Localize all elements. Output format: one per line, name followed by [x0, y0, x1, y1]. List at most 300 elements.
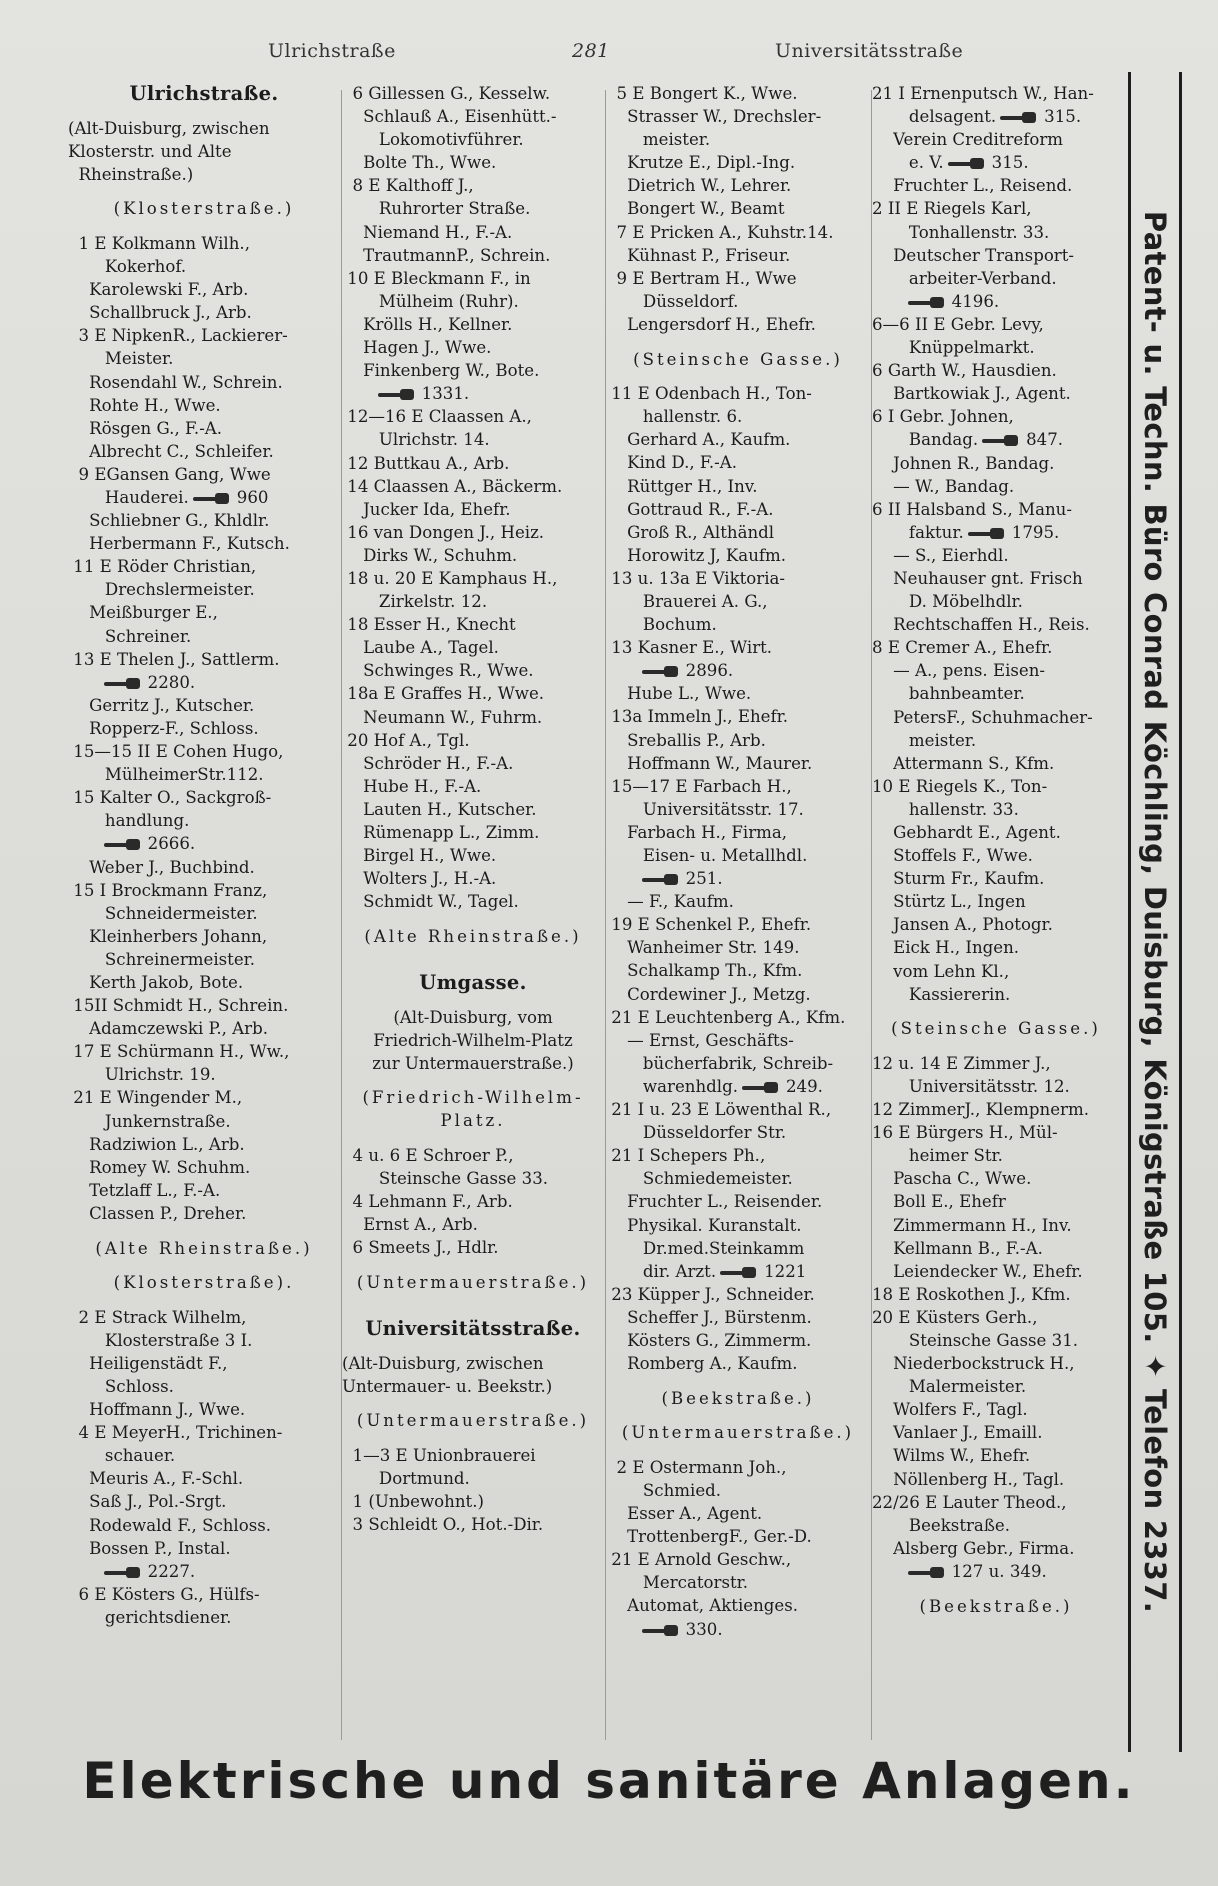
- directory-entry: [342, 382, 604, 405]
- directory-entry: [68, 1040, 340, 1063]
- entry-text: 12 ZimmerJ., Klempnerm.: [872, 1100, 1089, 1120]
- directory-entry: [872, 659, 1120, 682]
- directory-entry: [342, 844, 604, 867]
- entry-text: Bandag.: [872, 430, 979, 450]
- directory-entry: [342, 1352, 604, 1375]
- entry-text: meister.: [606, 130, 711, 150]
- entry-text: Lengersdorf H., Ehefr.: [606, 314, 816, 334]
- entry-text: [872, 1562, 904, 1581]
- directory-entry: [872, 151, 1120, 174]
- entry-text: [68, 673, 100, 692]
- directory-entry: [342, 405, 604, 428]
- directory-entry: [68, 717, 340, 740]
- directory-entry: [606, 313, 870, 336]
- directory-entry: [606, 1214, 870, 1237]
- directory-entry: [68, 925, 340, 948]
- entry-text: 12 Buttkau A., Arb.: [342, 453, 510, 473]
- telephone-icon: [193, 493, 233, 504]
- entry-text: Leiendecker W., Ehefr.: [872, 1261, 1083, 1281]
- directory-entry: [872, 521, 1120, 544]
- entry-text: TrautmannP., Schrein.: [342, 245, 551, 265]
- entry-text: Wanheimer Str. 149.: [606, 938, 800, 958]
- directory-entry: [872, 197, 1120, 220]
- entry-text: Kind D., F.-A.: [606, 453, 737, 473]
- entry-text: 1 E Kolkmann Wilh.,: [68, 233, 250, 253]
- directory-entry: [68, 694, 340, 717]
- entry-text: [872, 292, 904, 311]
- directory-entry: [342, 1190, 604, 1213]
- directory-entry: [68, 1490, 340, 1513]
- entry-text: Ulrichstr. 14.: [342, 430, 490, 450]
- directory-entry: [342, 498, 604, 521]
- entry-text: Sreballis P., Arb.: [606, 730, 766, 750]
- entry-text: Bossen P., Instal.: [68, 1538, 231, 1558]
- directory-entry: [342, 428, 604, 451]
- entry-text: Horowitz J, Kaufm.: [606, 545, 787, 565]
- directory-entry: [872, 428, 1120, 451]
- directory-entry: [68, 140, 340, 163]
- directory-entry: [342, 128, 604, 151]
- directory-entry: [872, 775, 1120, 798]
- street-heading: [68, 82, 340, 105]
- directory-entry: [872, 1375, 1120, 1398]
- directory-entry: [68, 105, 340, 117]
- directory-entry: [606, 1306, 870, 1329]
- directory-entry: [872, 313, 1120, 336]
- entry-text: 20 E Küsters Gerh.,: [872, 1307, 1038, 1327]
- directory-entry: [872, 105, 1120, 128]
- directory-entry: [606, 936, 870, 959]
- entry-text: (Untermauerstraße.): [621, 1423, 855, 1443]
- cross-street-marker: [68, 197, 340, 220]
- entry-text: Farbach H., Firma,: [606, 822, 788, 842]
- directory-entry: [606, 636, 870, 659]
- entry-text: Romey W. Schuhm.: [68, 1157, 251, 1177]
- cross-street-marker: [68, 1271, 340, 1294]
- entry-text: Lauten H., Kutscher.: [342, 799, 537, 819]
- directory-entry: [872, 1040, 1120, 1052]
- directory-entry: [342, 659, 604, 682]
- entry-text: Dortmund.: [342, 1469, 470, 1489]
- directory-entry: [606, 521, 870, 544]
- directory-entry: [68, 232, 340, 255]
- directory-entry: [872, 405, 1120, 428]
- directory-entry: [872, 1075, 1120, 1098]
- entry-text: 6 Gillessen G., Kesselw.: [342, 84, 551, 103]
- entry-text: Rheinstraße.): [68, 164, 194, 184]
- entry-text: (Alte Rheinstraße.): [95, 1238, 313, 1258]
- entry-text: 21 I Ernenputsch W., Han-: [872, 84, 1094, 103]
- directory-entry: [606, 105, 870, 128]
- directory-entry: [606, 613, 870, 636]
- entry-text: Kösters G., Zimmerm.: [606, 1330, 812, 1350]
- entry-text: Fruchter L., Reisend.: [872, 176, 1073, 196]
- entry-text: Boll E., Ehefr: [872, 1192, 1006, 1212]
- directory-entry: [606, 128, 870, 151]
- entry-text: Alsberg Gebr., Firma.: [872, 1538, 1075, 1558]
- entry-text: 15—15 II E Cohen Hugo,: [68, 742, 284, 762]
- directory-entry: [342, 1444, 604, 1467]
- entry-text: 4 u. 6 E Schroer P.,: [342, 1146, 514, 1166]
- directory-entry: [68, 371, 340, 394]
- entry-text: Düsseldorfer Str.: [606, 1123, 787, 1143]
- entry-text: Universitätsstr. 17.: [606, 799, 804, 819]
- directory-entry: [342, 359, 604, 382]
- directory-entry: [68, 440, 340, 463]
- directory-entry: [342, 1236, 604, 1259]
- cross-street-marker: [68, 1237, 340, 1260]
- directory-entry: [606, 1352, 870, 1375]
- directory-entry: [606, 1444, 870, 1456]
- directory-entry: [68, 1583, 340, 1606]
- entry-text: Universitätsstr. 12.: [872, 1076, 1070, 1096]
- sidebar-ad-text: Patent- u. Techn. Büro Conrad Köchling, Duisburg, Königstraße 105. ✦ Telefon 2337.: [1138, 210, 1172, 1614]
- entry-text: Zimmermann H., Inv.: [872, 1215, 1072, 1235]
- directory-entry: [872, 1237, 1120, 1260]
- directory-entry: [606, 1525, 870, 1548]
- entry-text: Bochum.: [606, 615, 717, 635]
- entry-text: Jucker Ida, Ehefr.: [342, 499, 511, 519]
- telephone-number: 1795.: [1011, 522, 1060, 542]
- entry-text: Strasser W., Drechsler-: [606, 107, 822, 127]
- entry-text: Nöllenberg H., Tagl.: [872, 1469, 1065, 1489]
- entry-text: (Alte Rheinstraße.): [364, 926, 582, 946]
- column-3: [606, 82, 870, 1641]
- entry-text: — Ernst, Geschäfts-: [606, 1030, 794, 1050]
- directory-entry: [606, 890, 870, 913]
- directory-entry: [342, 567, 604, 590]
- entry-text: Rosendahl W., Schrein.: [68, 372, 283, 392]
- entry-text: MülheimerStr.112.: [68, 765, 264, 785]
- directory-entry: [872, 682, 1120, 705]
- entry-text: 4 E MeyerH., Trichinen-: [68, 1423, 283, 1443]
- directory-entry: [606, 267, 870, 290]
- directory-entry: [872, 1468, 1120, 1491]
- directory-entry: [872, 1583, 1120, 1595]
- directory-entry: [872, 752, 1120, 775]
- entry-text: Mülheim (Ruhr).: [342, 291, 519, 311]
- directory-entry: [342, 452, 604, 475]
- directory-entry: [872, 267, 1120, 290]
- directory-entry: [606, 544, 870, 567]
- entry-text: Eick H., Ingen.: [872, 938, 1020, 958]
- directory-entry: [606, 1190, 870, 1213]
- directory-entry: [872, 221, 1120, 244]
- entry-text: 22/26 E Lauter Theod.,: [872, 1492, 1067, 1512]
- entry-text: warenhdlg.: [606, 1076, 738, 1096]
- entry-text: Friedrich-Wilhelm-Platz: [373, 1030, 573, 1050]
- directory-entry: [606, 1375, 870, 1387]
- directory-entry: [342, 151, 604, 174]
- entry-text: 21 E Arnold Geschw.,: [606, 1550, 792, 1570]
- directory-entry: [68, 763, 340, 786]
- entry-text: Heiligenstädt F.,: [68, 1353, 228, 1373]
- directory-entry: [606, 1548, 870, 1571]
- entry-text: Gerritz J., Kutscher.: [68, 695, 255, 715]
- directory-entry: [606, 174, 870, 197]
- directory-entry: [606, 290, 870, 313]
- entry-text: 16 van Dongen J., Heiz.: [342, 522, 545, 542]
- entry-text: Dietrich W., Lehrer.: [606, 176, 792, 196]
- directory-entry: [342, 1490, 604, 1513]
- entry-text: Weber J., Buchbind.: [68, 857, 255, 877]
- telephone-number: 1331.: [421, 384, 470, 404]
- directory-entry: [68, 324, 340, 347]
- directory-entry: [606, 336, 870, 348]
- entry-text: 21 I Schepers Ph.,: [606, 1146, 766, 1166]
- directory-entry: [342, 1167, 604, 1190]
- directory-entry: [872, 1260, 1120, 1283]
- cross-street-marker: [872, 1017, 1120, 1040]
- directory-entry: [606, 659, 870, 682]
- entry-text: Hube L., Wwe.: [606, 684, 752, 704]
- entry-text: 1—3 E Unionbrauerei: [342, 1445, 536, 1465]
- entry-text: [606, 869, 638, 888]
- directory-entry: [342, 798, 604, 821]
- entry-text: Bartkowiak J., Agent.: [872, 384, 1071, 404]
- directory-entry: [68, 879, 340, 902]
- entry-text: Ruhrorter Straße.: [342, 199, 531, 219]
- entry-text: Saß J., Pol.-Srgt.: [68, 1492, 227, 1512]
- directory-entry: [606, 1594, 870, 1617]
- entry-text: Kleinherbers Johann,: [68, 926, 268, 946]
- telephone-icon: [1000, 112, 1040, 123]
- telephone-icon: [642, 666, 682, 677]
- directory-entry: [68, 1156, 340, 1179]
- directory-entry: [606, 590, 870, 613]
- directory-entry: [342, 1144, 604, 1167]
- entry-text: Schloss.: [68, 1376, 174, 1396]
- cross-street-marker: [606, 1421, 870, 1444]
- directory-entry: [872, 1144, 1120, 1167]
- telephone-number: 330.: [685, 1619, 723, 1639]
- entry-text: 18 u. 20 E Kamphaus H.,: [342, 568, 558, 588]
- directory-entry: [606, 1121, 870, 1144]
- directory-entry: [342, 1213, 604, 1236]
- entry-text: Ropperz-F., Schloss.: [68, 718, 259, 738]
- directory-entry: [606, 1167, 870, 1190]
- telephone-icon: [742, 1082, 782, 1093]
- entry-text: 6 Smeets J., Hdlr.: [342, 1238, 499, 1258]
- entry-text: Knüppelmarkt.: [872, 338, 1035, 358]
- directory-entry: [872, 1537, 1120, 1560]
- directory-entry: [872, 452, 1120, 475]
- entry-text: Beekstraße.: [872, 1515, 1011, 1535]
- directory-entry: [68, 1306, 340, 1329]
- entry-text: gerichtsdiener.: [68, 1607, 232, 1627]
- directory-entry: [342, 1052, 604, 1075]
- directory-entry: [872, 913, 1120, 936]
- entry-text: Tetzlaff L., F.-A.: [68, 1180, 221, 1200]
- directory-entry: [606, 151, 870, 174]
- entry-text: Schalkamp Th., Kfm.: [606, 961, 803, 981]
- entry-text: arbeiter-Verband.: [872, 268, 1057, 288]
- directory-entry: [68, 1086, 340, 1109]
- directory-entry: [68, 1352, 340, 1375]
- directory-entry: [68, 1294, 340, 1306]
- directory-entry: [342, 613, 604, 636]
- directory-entry: [872, 1052, 1120, 1075]
- entry-text: Schlauß A., Eisenhütt.-: [342, 107, 557, 127]
- directory-entry: [872, 174, 1120, 197]
- directory-entry: [872, 706, 1120, 729]
- entry-text: Fruchter L., Reisender.: [606, 1192, 823, 1212]
- entry-text: heimer Str.: [872, 1146, 1003, 1166]
- directory-entry: [68, 948, 340, 971]
- directory-entry: [606, 1052, 870, 1075]
- entry-text: Vanlaer J., Emaill.: [872, 1423, 1043, 1443]
- entry-text: (Beekstraße.): [661, 1388, 815, 1408]
- entry-text: (Friedrich-Wilhelm-: [362, 1088, 584, 1108]
- entry-text: 6 I Gebr. Johnen,: [872, 407, 1014, 427]
- sidebar-rule: [1128, 72, 1131, 1752]
- entry-text: Radziwion L., Arb.: [68, 1134, 245, 1154]
- entry-text: Jansen A., Photogr.: [872, 915, 1053, 935]
- directory-entry: [872, 960, 1120, 983]
- cross-street-marker: [342, 1409, 604, 1432]
- directory-entry: [68, 1063, 340, 1086]
- directory-entry: [68, 509, 340, 532]
- entry-text: Dirks W., Schuhm.: [342, 545, 518, 565]
- directory-entry: [872, 498, 1120, 521]
- entry-text: Neumann W., Fuhrm.: [342, 707, 543, 727]
- entry-text: Gebhardt E., Agent.: [872, 823, 1061, 842]
- entry-text: Schliebner G., Khldlr.: [68, 511, 270, 531]
- entry-text: Meißburger E.,: [68, 603, 218, 623]
- entry-text: Steinsche Gasse 31.: [872, 1330, 1079, 1350]
- cross-street-marker: [342, 1086, 604, 1109]
- entry-text: — A., pens. Eisen-: [872, 661, 1046, 681]
- directory-entry: [606, 913, 870, 936]
- cross-street-marker: [606, 348, 870, 371]
- directory-entry: [606, 1075, 870, 1098]
- directory-entry: [872, 290, 1120, 313]
- entry-text: 13 E Thelen J., Sattlerm.: [68, 649, 280, 669]
- entry-text: Bongert W., Beamt: [606, 199, 785, 219]
- entry-text: Schwinges R., Wwe.: [342, 661, 534, 681]
- directory-entry: [872, 1560, 1120, 1583]
- entry-text: (Steinsche Gasse.): [633, 349, 843, 369]
- street-heading: [342, 1317, 604, 1340]
- directory-entry: [606, 1479, 870, 1502]
- entry-text: delsagent.: [872, 107, 997, 127]
- directory-entry: [68, 1225, 340, 1237]
- directory-entry: [872, 867, 1120, 890]
- directory-entry: [872, 475, 1120, 498]
- directory-entry: [606, 1571, 870, 1594]
- directory-entry: [606, 1029, 870, 1052]
- directory-entry: [68, 163, 340, 186]
- entry-text: D. Möbelhdlr.: [872, 592, 1023, 612]
- directory-entry: [606, 244, 870, 267]
- entry-text: [606, 1620, 638, 1639]
- directory-entry: [68, 625, 340, 648]
- entry-text: Ulrichstr. 19.: [68, 1065, 216, 1085]
- directory-entry: [68, 301, 340, 324]
- directory-entry: [68, 786, 340, 809]
- entry-text: Zirkelstr. 12.: [342, 592, 488, 612]
- directory-entry: [68, 740, 340, 763]
- entry-text: Schneidermeister.: [68, 903, 258, 923]
- entry-text: zur Untermauerstraße.): [372, 1053, 574, 1073]
- directory-entry: [342, 221, 604, 244]
- directory-entry: [68, 856, 340, 879]
- telephone-icon: [968, 528, 1008, 539]
- directory-entry: [68, 1398, 340, 1421]
- directory-entry: [872, 544, 1120, 567]
- entry-text: Hagen J., Wwe.: [342, 338, 492, 358]
- entry-text: 21 E Wingender M.,: [68, 1088, 243, 1108]
- entry-text: 9 EGansen Gang, Wwe: [68, 464, 271, 484]
- entry-text: bücherfabrik, Schreib-: [606, 1053, 834, 1073]
- running-header: [0, 40, 1120, 70]
- entry-text: [68, 1562, 100, 1581]
- entry-text: (Alt-Duisburg, vom: [393, 1007, 553, 1027]
- entry-text: Kassiererin.: [872, 984, 1011, 1004]
- entry-text: schauer.: [68, 1446, 176, 1466]
- cross-street-marker: [872, 1595, 1120, 1618]
- directory-entry: [68, 1606, 340, 1629]
- entry-text: 13a Immeln J., Ehefr.: [606, 707, 789, 727]
- telephone-icon: [642, 1625, 682, 1636]
- entry-text: 2 E Ostermann Joh.,: [606, 1457, 787, 1477]
- directory-entry: [68, 971, 340, 994]
- entry-text: Karolewski F., Arb.: [68, 280, 249, 300]
- telephone-number: 249.: [785, 1076, 823, 1096]
- directory-entry: [68, 671, 340, 694]
- entry-text: 18a E Graffes H., Wwe.: [342, 684, 545, 704]
- entry-text: Gerhard A., Kaufm.: [606, 430, 791, 450]
- entry-text: 11 E Odenbach H., Ton-: [606, 384, 812, 404]
- directory-entry: [342, 948, 604, 960]
- entry-text: Birgel H., Wwe.: [342, 846, 497, 866]
- entry-text: Adamczewski P., Arb.: [68, 1019, 268, 1039]
- directory-entry: [68, 486, 340, 509]
- directory-entry: [872, 128, 1120, 151]
- directory-entry: [342, 706, 604, 729]
- entry-text: (Alt-Duisburg, zwischen: [342, 1353, 544, 1373]
- entry-text: 15 Kalter O., Sackgroß-: [68, 788, 272, 808]
- directory-entry: [872, 1329, 1120, 1352]
- directory-entry: [68, 902, 340, 925]
- entry-text: (Untermauerstraße.): [356, 1273, 590, 1292]
- directory-entry: [68, 220, 340, 232]
- directory-entry: [872, 636, 1120, 659]
- directory-entry: [342, 1260, 604, 1272]
- entry-text: Herbermann F., Kutsch.: [68, 534, 290, 554]
- entry-text: Wolfers F., Tagl.: [872, 1400, 1028, 1420]
- entry-text: Klosterstraße 3 I.: [68, 1330, 253, 1350]
- entry-text: (Beekstraße.): [919, 1596, 1073, 1616]
- entry-text: 10 E Bleckmann F., in: [342, 268, 531, 288]
- directory-entry: [342, 475, 604, 498]
- entry-text: Rümenapp L., Zimm.: [342, 823, 540, 842]
- entry-text: Mercatorstr.: [606, 1573, 749, 1593]
- directory-entry: [872, 890, 1120, 913]
- directory-entry: [68, 578, 340, 601]
- directory-entry: [342, 290, 604, 313]
- entry-text: 23 Küpper J., Schneider.: [606, 1284, 815, 1304]
- entry-text: e. V.: [872, 153, 944, 173]
- entry-text: 21 E Leuchtenberg A., Kfm.: [606, 1007, 846, 1027]
- entry-text: meister.: [872, 730, 977, 750]
- telephone-number: 1221: [764, 1261, 807, 1281]
- entry-text: Ernst A., Arb.: [342, 1215, 478, 1235]
- directory-entry: [606, 371, 870, 383]
- directory-entry: [342, 821, 604, 844]
- header-street-right: Universitätsstraße: [775, 40, 964, 62]
- entry-text: (Steinsche Gasse.): [891, 1019, 1101, 1039]
